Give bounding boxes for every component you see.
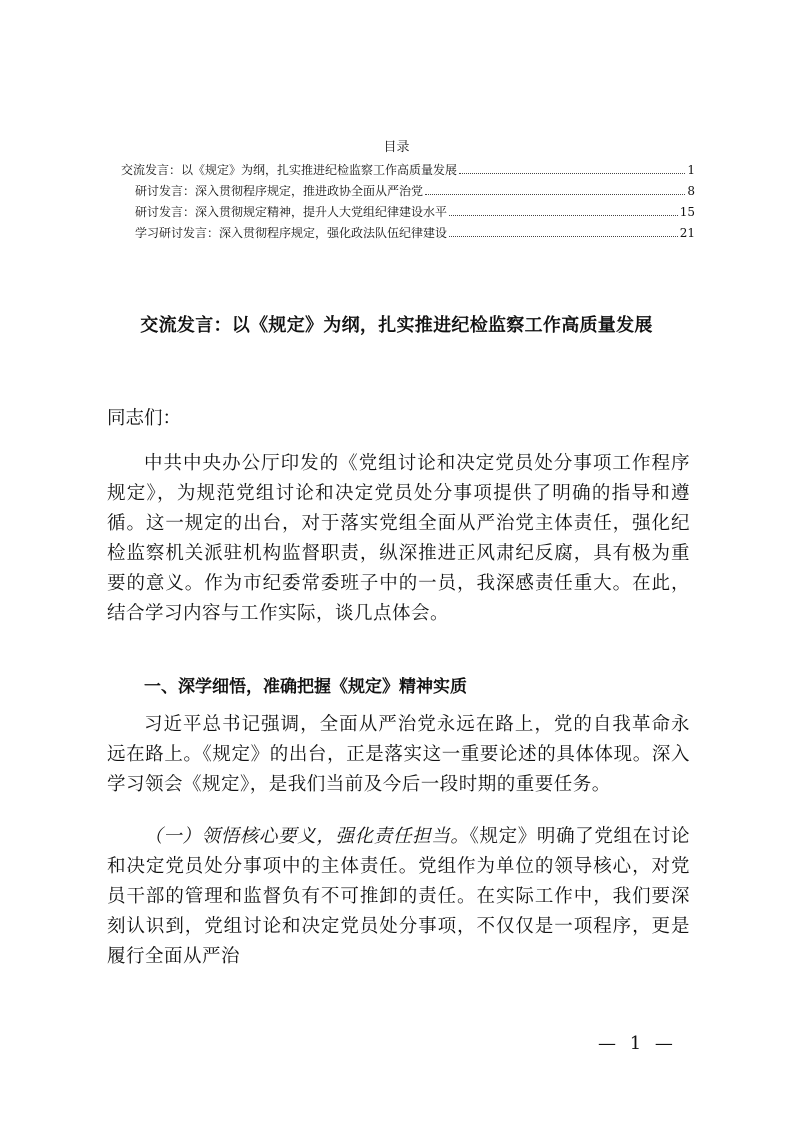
paragraph-body: 《规定》明确了党组在讨论和决定党员处分事项中的主体责任。党组作为单位的领导核心，对党员干部的管理和监督负有不可推卸的责任。在实际工作中，我们要深刻认识到，党组讨论和决定党员处分事项，不仅仅是一项程序，更是履行全面从严治 [107, 826, 690, 967]
table-of-contents [121, 160, 695, 244]
paragraph-intro: 中共中央办公厅印发的《党组讨论和决定党员处分事项工作程序规定》，为规范党组讨论和决定党员处分事项提供了明确的指导和遵循。这一规定的出台，对于落实党组全面从严治党主体责任，强化纪检监察机关派驻机构监督职责，纵深推进正风肃纪反腐，具有极为重要的意义。作为市纪委常委班子中的一员，我深感责任重大。在此，结合学习内容与工作实际，谈几点体会。 [107, 453, 690, 624]
toc-entry-page: 1 [687, 163, 695, 177]
toc-leader-dots [425, 185, 685, 195]
toc-entry-page: 8 [687, 184, 695, 198]
toc-entry-page: 21 [679, 226, 695, 240]
section-heading: 一、深学细悟，准确把握《规定》精神实质 [144, 677, 467, 697]
article-title: 交流发言：以《规定》为纲，扎实推进纪检监察工作高质量发展 [140, 315, 653, 336]
paragraph: 习近平总书记强调，全面从严治党永远在路上，党的自我革命永远在路上。《规定》的出台，正是落实这一重要论述的具体体现。深入学习领会《规定》，是我们当前及今后一段时期的重要任务。 [107, 714, 690, 795]
greeting: 同志们： [107, 408, 182, 429]
toc-leader-dots [459, 164, 685, 174]
toc-leader-dots [449, 206, 678, 216]
toc-leader-dots [449, 227, 678, 237]
toc-entry[interactable] [135, 181, 695, 202]
toc-entry-page: 15 [679, 205, 695, 219]
toc-entry[interactable] [135, 202, 695, 223]
toc-entry-title: 学习研讨发言：深入贯彻程序规定，强化政法队伍纪律建设 [135, 226, 448, 240]
paragraph [107, 822, 690, 972]
toc-entry-title: 交流发言：以《规定》为纲，扎实推进纪检监察工作高质量发展 [121, 163, 458, 177]
toc-title: 目录 [383, 140, 410, 155]
page-number: — 1 — [598, 1033, 677, 1054]
toc-entry-title: 研讨发言：深入贯彻程序规定，推进政协全面从严治党 [135, 184, 424, 198]
toc-entry-title: 研讨发言：深入贯彻规定精神，提升人大党组纪律建设水平 [135, 205, 448, 219]
toc-entry[interactable] [135, 223, 695, 244]
subsection-heading: （一）领悟核心要义，强化责任担当。 [144, 826, 470, 847]
toc-entry[interactable] [121, 160, 695, 181]
